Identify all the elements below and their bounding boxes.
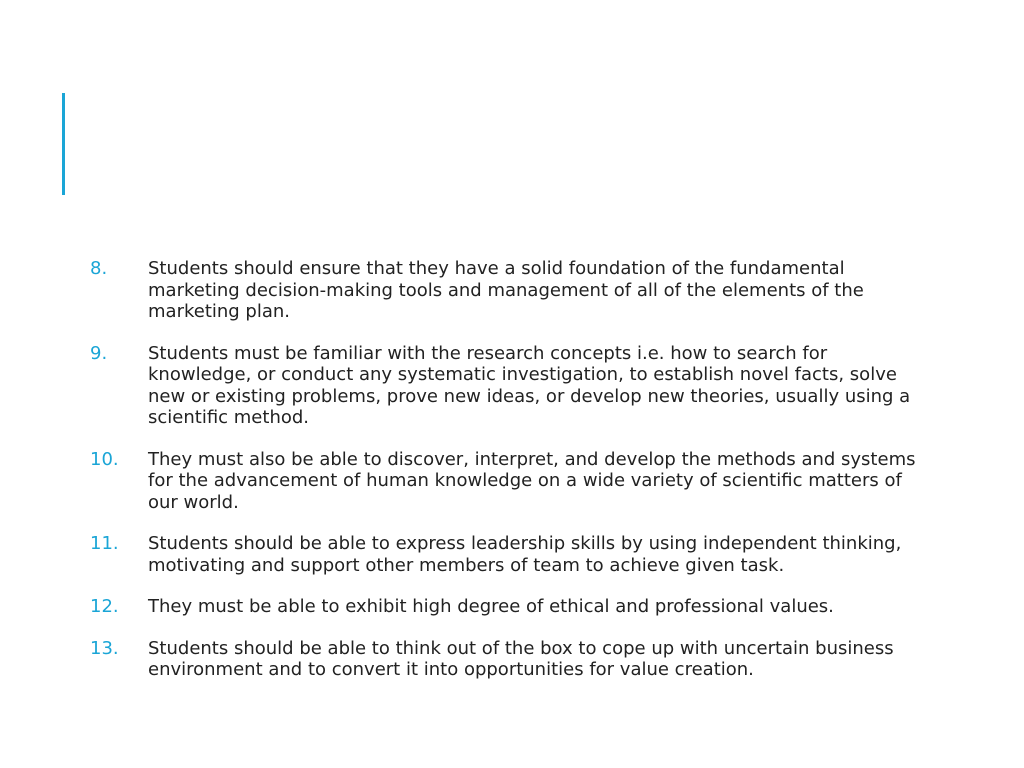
list-item-number: 13. [90,637,119,659]
list-item [90,533,920,576]
list-item [90,638,920,681]
list-item [90,596,920,618]
list-item-number: 11. [90,533,119,554]
list-item-text: Students should be able to express leadership skills by using independent thinking, motivating and support other members of team to achieve given task. [148,533,902,576]
list-item [90,258,920,323]
list-item [90,343,920,429]
list-item-text: They must be able to exhibit high degree of ethical and professional values. [148,596,834,617]
list-item-number: 12. [90,596,119,617]
list-item-number: 10. [90,448,119,470]
list-item [90,449,920,514]
list-item-text: They must also be able to discover, interpret, and develop the methods and systems for the advancement of human knowledge on a wide variety of scientific matters of our world. [148,448,916,513]
title-accent-bar [62,93,65,195]
list-item-number: 9. [90,342,108,364]
list-item-number: 8. [90,258,108,279]
list-item-text: Students should be able to think out of the box to cope up with uncertain business environment and to convert it into opportunities for value creation. [148,637,894,680]
list-item-text: Students should ensure that they have a solid foundation of the fundamental marketing decision-making tools and management of all of the elements of the marketing plan. [148,258,864,322]
outcomes-list [90,258,920,701]
list-item-text: Students must be familiar with the research concepts i.e. how to search for knowledge, or conduct any systematic investigation, to establish novel facts, solve new or existing problems, prove new ideas, or develop new theories, usually using a scientific method. [148,342,911,428]
